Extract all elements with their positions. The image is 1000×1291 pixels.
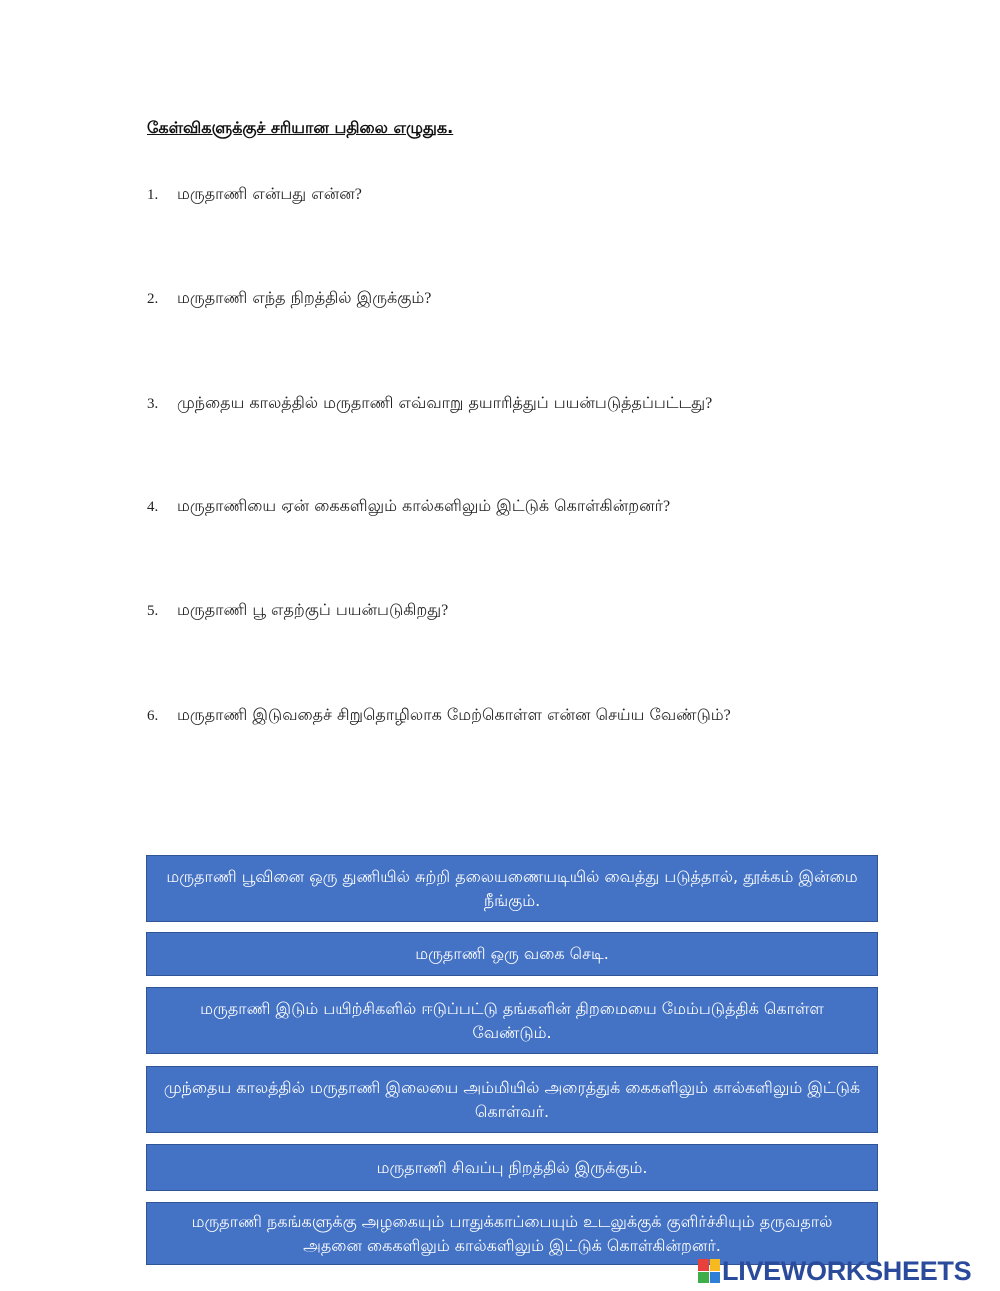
answer-card-5[interactable]: மருதாணி சிவப்பு நிறத்தில் இருக்கும். [146, 1144, 878, 1191]
question-text: மருதாணியை ஏன் கைகளிலும் கால்களிலும் இட்டுக் கொள்கின்றனர் [177, 496, 664, 515]
answer-card-3[interactable]: மருதாணி இடும் பயிற்சிகளில் ஈடுப்பட்டு தங்களின் திறமையை மேம்படுத்திக் கொள்ள வேண்டும். [146, 987, 878, 1054]
worksheet-heading: கேள்விகளுக்குச் சரியான பதிலை எழுதுக. [147, 118, 454, 137]
question-6 [147, 705, 731, 726]
question-mark: ? [441, 602, 449, 619]
answer-card-4[interactable]: முந்தைய காலத்தில் மருதாணி இலையை அம்மியில் அரைத்துக் கைகளிலும் கால்களிலும் இட்டுக் கொள்வர். [146, 1066, 878, 1133]
question-number: 1. [147, 187, 159, 203]
liveworksheets-logo-icon [698, 1259, 720, 1283]
question-text: முந்தைய காலத்தில் மருதாணி எவ்வாறு தயாரித்துப் பயன்படுத்தப்பட்டது [177, 393, 706, 412]
question-text: மருதாணி என்பது என்ன [177, 184, 355, 203]
question-1 [147, 184, 362, 205]
question-mark: ? [723, 707, 731, 724]
answer-card-1[interactable]: மருதாணி பூவினை ஒரு துணியில் சுற்றி தலையணையடியில் வைத்து படுத்தால், தூக்கம் இன்மை நீங்கும். [146, 855, 878, 922]
logo-text: LIVEWORKSHEETS [722, 1255, 972, 1286]
question-number: 5. [147, 603, 159, 619]
question-text: மருதாணி எந்த நிறத்தில் இருக்கும் [177, 288, 425, 307]
question-number: 6. [147, 708, 159, 724]
question-mark: ? [354, 186, 362, 203]
question-number: 3. [147, 396, 159, 412]
question-text: மருதாணி இடுவதைச் சிறுதொழிலாக மேற்கொள்ள என்ன செய்ய வேண்டும் [177, 705, 724, 724]
question-2 [147, 288, 431, 309]
question-text: மருதாணி பூ எதற்குப் பயன்படுகிறது [177, 600, 442, 619]
question-3 [147, 393, 712, 414]
question-mark: ? [663, 498, 671, 515]
question-number: 2. [147, 291, 159, 307]
question-mark: ? [424, 290, 432, 307]
question-4 [147, 496, 670, 517]
answer-card-2[interactable]: மருதாணி ஒரு வகை செடி. [146, 932, 878, 976]
answer-card-6[interactable]: மருதாணி நகங்களுக்கு அழகையும் பாதுக்காப்பையும் உடலுக்குக் குளிர்ச்சியும் தருவதால் அதனை கைகளிலும் கால்களிலும் இட்டுக் கொள்கின்றனர். [146, 1202, 878, 1265]
question-mark: ? [705, 395, 713, 412]
question-5 [147, 600, 448, 621]
question-number: 4. [147, 499, 159, 515]
liveworksheets-logo[interactable] [698, 1255, 971, 1287]
